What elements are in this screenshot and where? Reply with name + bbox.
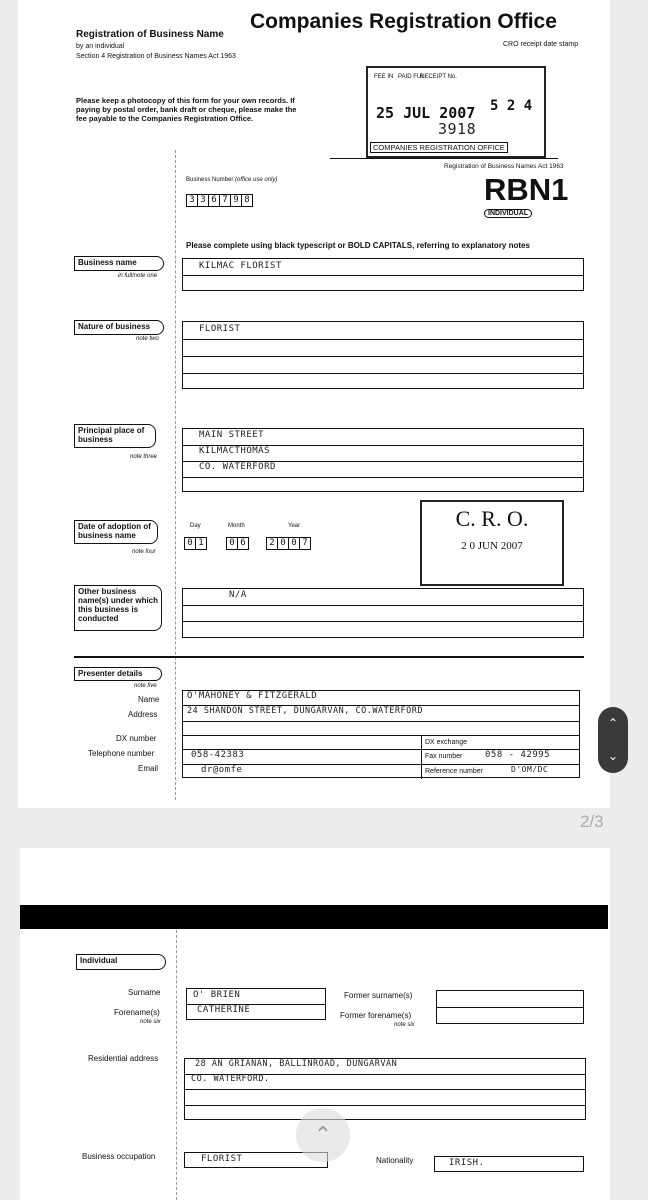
presenter-name-value: O'MAHONEY & FITZGERALD [187, 691, 318, 701]
stamp-underline [330, 158, 558, 159]
adoption-day-digit: 1 [195, 537, 207, 550]
stamp-receipt-label: RECEIPT No. [420, 74, 457, 80]
surname-forename-field[interactable] [186, 988, 326, 1020]
principal-line-3: CO. WATERFORD [199, 462, 276, 472]
business-number-digit: 3 [186, 194, 198, 207]
occupation-label: Business occupation [82, 1152, 156, 1161]
document-page-1 [18, 0, 610, 808]
adoption-month-digit: 0 [226, 537, 238, 550]
stamp-office: COMPANIES REGISTRATION OFFICE [370, 142, 508, 153]
occupation-value: FLORIST [201, 1154, 243, 1164]
cro-stamp [420, 500, 564, 586]
former-surname-label: Former surname(s) [344, 991, 413, 1000]
prev-page-button[interactable]: ⌃ [607, 716, 619, 730]
month-label: Month [228, 523, 245, 529]
presenter-note: note five [134, 683, 157, 689]
adoption-year-digit: 2 [266, 537, 278, 550]
adoption-label: Date of adoption of business name [74, 520, 158, 544]
presenter-address-label: Address [128, 710, 158, 719]
form-type-badge: INDIVIDUAL [484, 209, 532, 218]
other-names-label: Other business name(s) under which this business is conducted [74, 585, 162, 631]
nature-value: FLORIST [199, 324, 241, 334]
nationality-value: IRISH. [449, 1158, 485, 1168]
scan-edge-bar [20, 905, 608, 929]
presenter-field[interactable] [182, 690, 580, 778]
nationality-label: Nationality [376, 1156, 414, 1165]
stamp-fee-label: FEE IN [374, 74, 394, 80]
adoption-year-digit: 0 [277, 537, 289, 550]
margin-guide [176, 930, 177, 1200]
chevron-up-icon: ⌃ [313, 1122, 333, 1147]
margin-guide [175, 150, 176, 800]
reference-value: D'OM/DC [511, 765, 549, 774]
act-label: Registration of Business Names Act 1963 [444, 163, 564, 170]
year-label: Year [288, 523, 301, 529]
business-number-digit: 8 [241, 194, 253, 207]
page-nav-buttons [598, 707, 628, 773]
other-names-field[interactable] [182, 588, 584, 638]
presenter-email-value: dr@omfe [201, 765, 243, 775]
office-title: Companies Registration Office [250, 10, 557, 33]
former-names-field[interactable] [436, 990, 584, 1024]
adoption-day-field[interactable] [184, 532, 206, 550]
presenter-name-label: Name [138, 695, 160, 704]
adoption-year-field[interactable] [266, 532, 310, 550]
individual-label: Individual [76, 954, 166, 970]
business-name-value: KILMAC FLORIST [199, 261, 282, 271]
dx-exchange-label: DX exchange [425, 739, 468, 746]
dx-number-label: DX number [116, 734, 157, 743]
business-number-digit: 3 [197, 194, 209, 207]
fax-label: Fax number [425, 753, 463, 760]
forename-label: Forename(s) [114, 1008, 160, 1017]
nature-field[interactable] [182, 321, 584, 389]
residential-field[interactable] [184, 1058, 586, 1120]
business-number-digit: 7 [219, 194, 231, 207]
presenter-label: Presenter details [74, 667, 162, 681]
complete-note: Please complete using black typescript or BOLD CAPITALS, referring to explanatory notes [186, 241, 530, 250]
stamp-number: 3918 [438, 120, 477, 138]
nature-label: Nature of business [74, 320, 164, 335]
business-number-field [186, 189, 252, 207]
section-divider [74, 656, 584, 658]
receipt-stamp [366, 66, 546, 158]
email-label: Email [138, 764, 159, 773]
page-indicator: 2/3 [580, 812, 604, 831]
principal-line-1: MAIN STREET [199, 430, 265, 440]
instructions-text: Please keep a photocopy of this form for your own records. If paying by postal order, bank draft or cheque, please make the fee payable to the Companies Registration Office. [76, 96, 297, 123]
nationality-field[interactable] [434, 1156, 584, 1172]
telephone-label: Telephone number [88, 749, 155, 758]
surname-label: Surname [128, 988, 161, 997]
forename-note: note six [140, 1019, 161, 1025]
stamp-date: 25 JUL 2007 [376, 104, 476, 122]
nature-note: note two [136, 336, 159, 342]
business-name-field[interactable] [182, 258, 584, 291]
form-heading: Registration of Business Name [76, 29, 224, 40]
adoption-year-digit: 7 [299, 537, 311, 550]
surname-value: O' BRIEN [193, 990, 241, 1000]
former-note: note six [394, 1022, 415, 1028]
stamp-time: 5 2 4 [490, 98, 533, 114]
fax-value: 058 - 42995 [485, 750, 551, 760]
former-forename-label: Former forename(s) [340, 1011, 412, 1020]
adoption-month-field[interactable] [226, 532, 248, 550]
next-page-button[interactable]: ⌄ [607, 749, 619, 763]
form-code: RBN1 [484, 172, 569, 207]
business-number-label: Business Number (office use only) [186, 177, 278, 183]
form-section: Section 4 Registration of Business Names Act 1963 [76, 53, 236, 60]
residential-label: Residential address [88, 1054, 159, 1063]
adoption-year-digit: 0 [288, 537, 300, 550]
business-number-digit: 6 [208, 194, 220, 207]
residential-line-2: CO. WATERFORD. [191, 1074, 270, 1084]
presenter-address-value: 24 SHANDON STREET, DUNGARVAN, CO.WATERFORD [187, 706, 423, 716]
forename-value: CATHERINE [197, 1005, 251, 1015]
principal-line-2: KILMACTHOMAS [199, 446, 271, 456]
adoption-month-digit: 6 [237, 537, 249, 550]
principal-label: Principal place of business [74, 424, 156, 448]
reference-label: Reference number [425, 768, 483, 775]
business-number-digit: 9 [230, 194, 242, 207]
business-name-label: Business name [74, 256, 164, 271]
principal-field[interactable] [182, 428, 584, 492]
stamp-paid-label: PAID FULL [398, 74, 428, 80]
residential-line-1: 28 AN GRIANAN, BALLINROAD, DUNGARVAN [195, 1059, 398, 1069]
cro-stamp-title: C. R. O. [455, 506, 529, 531]
principal-note: note three [130, 454, 158, 460]
presenter-phone-value: 058-42383 [191, 750, 245, 760]
cro-stamp-date: 2 0 JUN 2007 [461, 540, 523, 552]
day-label: Day [190, 523, 201, 529]
form-subheading: by an individual [76, 43, 125, 50]
other-names-value: N/A [229, 590, 247, 600]
receipt-stamp-label: CRO receipt date stamp [503, 41, 579, 48]
adoption-day-digit: 0 [184, 537, 196, 550]
business-name-note: in full/note one [118, 273, 158, 279]
scroll-top-button[interactable] [296, 1108, 350, 1162]
adoption-note: note four [132, 549, 156, 555]
